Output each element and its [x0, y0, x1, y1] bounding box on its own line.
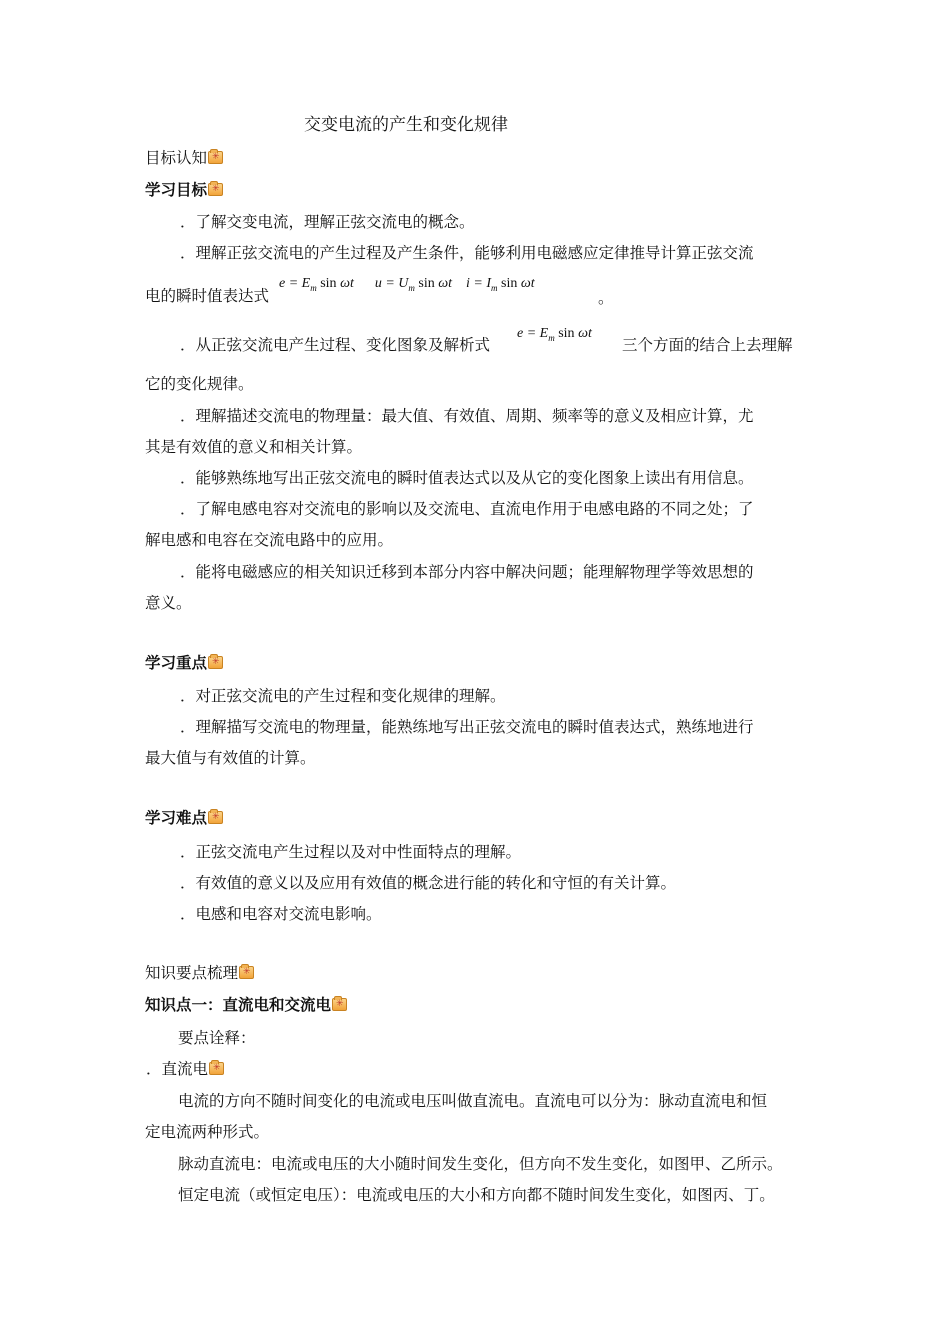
- goal-item: ．了解电感电容对交流电的影响以及交流电、直流电作用于电感电路的不同之处；了: [180, 500, 754, 518]
- goal-item-continued: 解电感和电容在交流电路中的应用。: [145, 531, 394, 549]
- formula-e-u-i: $e = E_m$ sin ωt $u = U_m$ sin ωt $i = I_m$ sin ωt: [279, 276, 535, 293]
- paragraph-line: 定电流两种形式。: [145, 1123, 270, 1141]
- folder-icon[interactable]: [208, 656, 223, 669]
- key-point-item-continued: 最大值与有效值的计算。: [145, 749, 316, 767]
- document-title: 交变电流的产生和变化规律: [304, 115, 508, 135]
- learning-goals-heading: 学习目标✳: [145, 180, 223, 200]
- paragraph-line: 脉动直流电：电流或电压的大小随时间发生变化，但方向不发生变化，如图甲、乙所示。: [178, 1155, 783, 1173]
- goal-item-tail: 三个方面的结合上去理解: [622, 336, 793, 354]
- goal-item-continued: 其是有效值的意义和相关计算。: [145, 438, 363, 456]
- goal-item: ．理解正弦交流电的产生过程及产生条件，能够利用电磁感应定律推导计算正弦交流: [180, 244, 754, 262]
- folder-icon[interactable]: [208, 151, 223, 164]
- knowledge-point-1-heading: 知识点一：直流电和交流电✳: [145, 995, 347, 1015]
- folder-icon[interactable]: [239, 966, 254, 979]
- key-point-item: ．对正弦交流电的产生过程和变化规律的理解。: [180, 687, 506, 705]
- goal-item-continued: 它的变化规律。: [145, 375, 254, 393]
- goal-item-continued: 电的瞬时值表达式: [145, 287, 270, 305]
- goal-item: ．能将电磁感应的相关知识迁移到本部分内容中解决问题；能理解物理学等效思想的: [180, 563, 754, 581]
- difficulty-item: ．正弦交流电产生过程以及对中性面特点的理解。: [180, 843, 522, 861]
- target-awareness-heading: 目标认知✳: [145, 148, 223, 168]
- folder-icon[interactable]: [208, 811, 223, 824]
- formula-end-mark: 。: [598, 289, 614, 307]
- paragraph-line: 恒定电流（或恒定电压）：电流或电压的大小和方向都不随时间发生变化，如图丙、丁。: [178, 1186, 775, 1204]
- goal-item-continued: 意义。: [145, 594, 192, 612]
- goal-item: ．理解描述交流电的物理量：最大值、有效值、周期、频率等的意义及相应计算，尤: [180, 407, 754, 425]
- folder-icon[interactable]: [209, 1062, 224, 1075]
- difficulties-heading: 学习难点✳: [145, 808, 223, 828]
- dc-heading: ．直流电✳: [146, 1059, 224, 1079]
- folder-icon[interactable]: [332, 998, 347, 1011]
- formula-e: $e = E_m$ sin ωt: [517, 326, 592, 343]
- goal-item: ．能够熟练地写出正弦交流电的瞬时值表达式以及从它的变化图象上读出有用信息。: [180, 469, 754, 487]
- explain-label: 要点诠释：: [178, 1029, 256, 1047]
- paragraph-line: 电流的方向不随时间变化的电流或电压叫做直流电。直流电可以分为：脉动直流电和恒: [178, 1092, 768, 1110]
- goal-item: ．从正弦交流电产生过程、变化图象及解析式: [180, 336, 491, 354]
- difficulty-item: ．有效值的意义以及应用有效值的概念进行能的转化和守恒的有关计算。: [180, 874, 677, 892]
- difficulty-item: ．电感和电容对交流电影响。: [180, 905, 382, 923]
- knowledge-heading: 知识要点梳理✳: [145, 963, 254, 983]
- folder-icon[interactable]: [208, 183, 223, 196]
- goal-item: ．了解交变电流，理解正弦交流电的概念。: [180, 213, 475, 231]
- key-points-heading: 学习重点✳: [145, 653, 223, 673]
- key-point-item: ．理解描写交流电的物理量，能熟练地写出正弦交流电的瞬时值表达式，熟练地进行: [180, 718, 754, 736]
